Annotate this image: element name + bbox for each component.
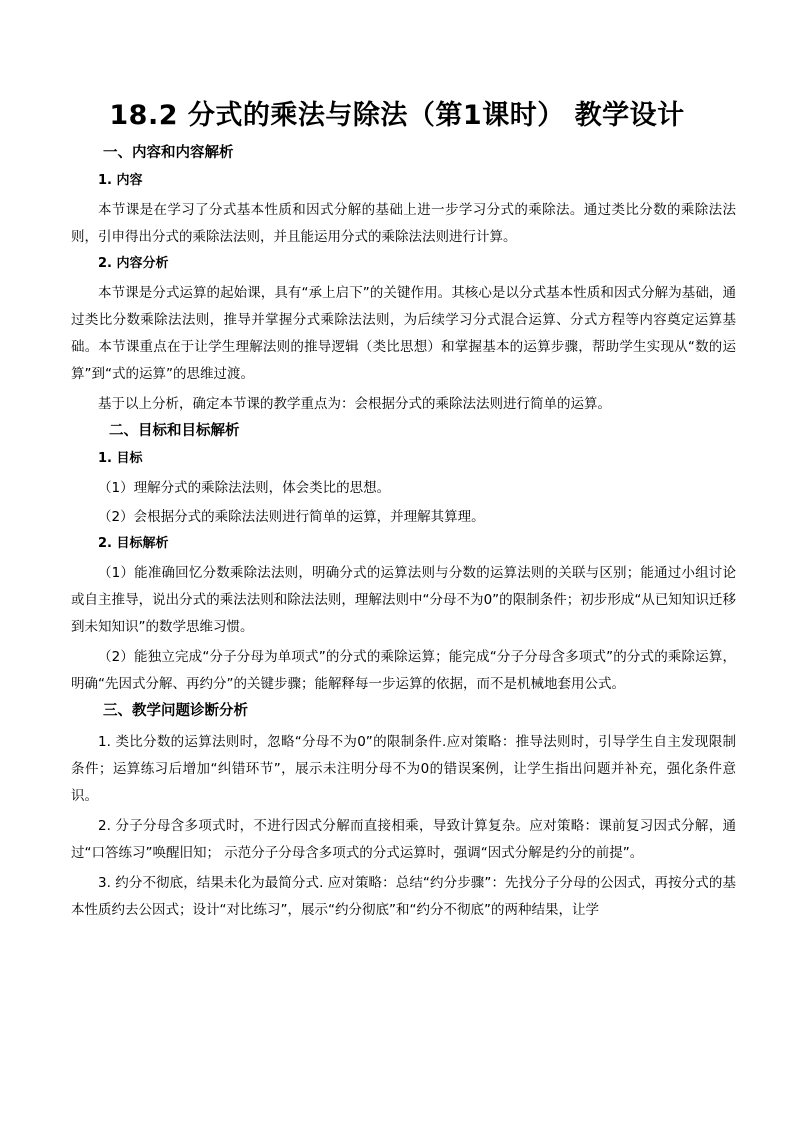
paragraph: （1）能准确回忆分数乘除法法则，明确分式的运算法则与分数的运算法则的关联与区别；能通过小组讨论或自主推导，说出分式的乘法法则和除法法则，理解法则中“分母不为0”的限制条件；初步形成“从已知知识迁移到未知知识”的数学思维习惯。 [71, 565, 736, 635]
section-goals-analysis [71, 421, 736, 698]
paragraph: （2）会根据分式的乘除法法则进行简单的运算，并理解其算理。 [98, 509, 485, 525]
section-heading: 一、内容和内容解析 [103, 145, 234, 161]
paragraph: 1. 类比分数的运算法则时，忽略“分母不为0”的限制条件.应对策略：推导法则时，引导学生自主发现限制条件；运算练习后增加“纠错环节”，展示未注明分母不为0的错误案例，让学生指出问题并补充，强化条件意识。 [71, 734, 736, 804]
paragraph: 2. 分子分母含多项式时，不进行因式分解而直接相乘，导致计算复杂。应对策略：课前复习因式分解，通过“口答练习”唤醒旧知； 示范分子分母含多项式的分式运算时，强调“因式分解是约分的前提”。 [71, 818, 736, 861]
subsection-heading: 2. 目标解析 [98, 536, 169, 551]
paragraph: （1）理解分式的乘除法法则，体会类比的思想。 [98, 480, 391, 496]
paragraph: 本节课是在学习了分式基本性质和因式分解的基础上进一步学习分式的乘除法。通过类比分数的乘除法法则，引申得出分式的乘除法法则，并且能运用分式的乘除法法则进行计算。 [71, 202, 736, 245]
paragraph: 基于以上分析，确定本节课的教学重点为：会根据分式的乘除法法则进行简单的运算。 [98, 396, 611, 412]
subsection-heading: 1. 目标 [98, 451, 143, 466]
document-title: 18.2 分式的乘法与除法（第1课时） 教学设计 [109, 100, 685, 131]
subsection-heading: 1. 内容 [98, 173, 143, 188]
paragraph: （2）能独立完成“分子分母为单项式”的分式的乘除运算；能完成“分子分母含多项式”的分式的乘除运算，明确“先因式分解、再约分”的关键步骤；能解释每一步运算的依据，而不是机械地套用公式。 [71, 649, 736, 692]
section-heading: 三、教学问题诊断分析 [103, 703, 248, 719]
document-body [71, 143, 736, 927]
section-teaching-problems [71, 701, 736, 924]
section-content-analysis [71, 143, 736, 418]
paragraph: 3. 约分不彻底，结果未化为最简分式. 应对策略：总结“约分步骤”：先找分子分母的公因式，再按分式的基本性质约去公因式；设计“对比练习”，展示“约分彻底”和“约分不彻底”的两种结果，让学 [71, 875, 736, 918]
subsection-heading: 2. 内容分析 [98, 256, 169, 271]
section-heading: 二、目标和目标解析 [109, 423, 240, 439]
paragraph: 本节课是分式运算的起始课，具有“承上启下”的关键作用。其核心是以分式基本性质和因式分解为基础，通过类比分数乘除法法则，推导并掌握分式乘除法法则，为后续学习分式混合运算、分式方程等内容奠定运算基础。本节课重点在于让学生理解法则的推导逻辑（类比思想）和掌握基本的运算步骤，帮助学生实现从“数的运算”到“式的运算”的思维过渡。 [71, 285, 736, 382]
